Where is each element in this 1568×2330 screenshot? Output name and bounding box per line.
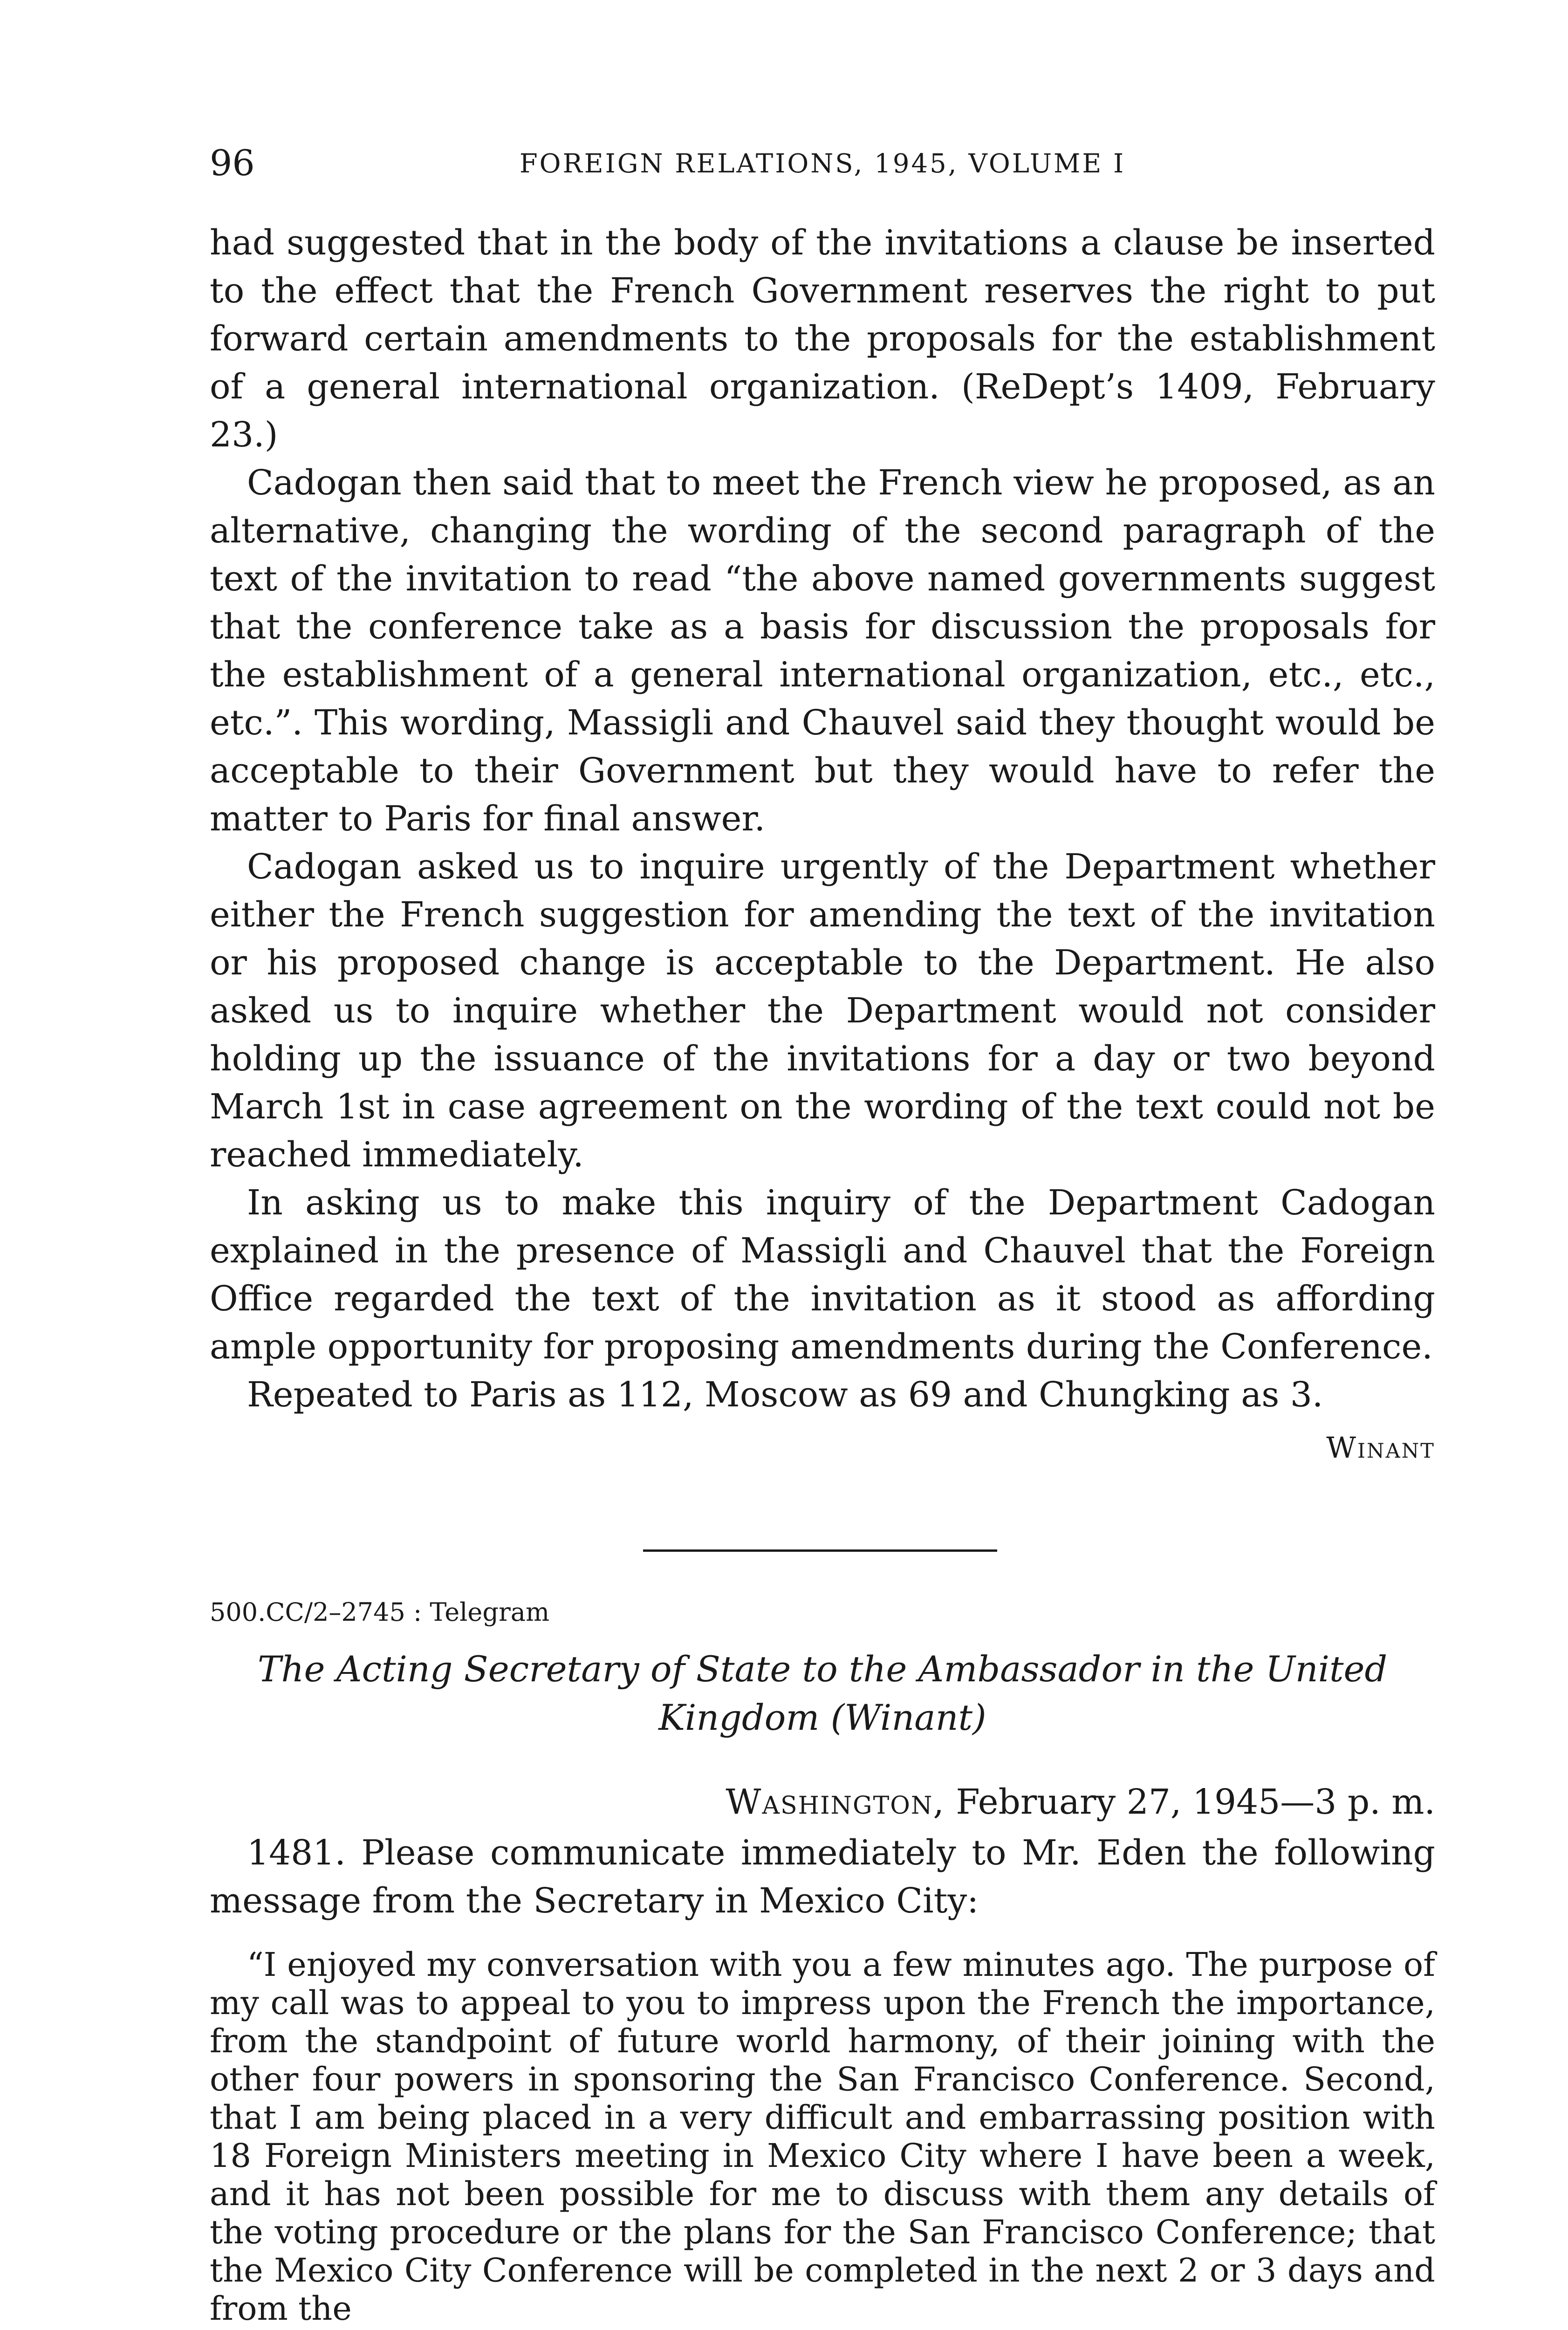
- file-reference: 500.CC/2–2745 : Telegram: [210, 1597, 550, 1627]
- dateline-date: February 27, 1945—3 p. m.: [945, 1782, 1435, 1822]
- telegram-title: The Acting Secretary of State to the Ambassador in the United Kingdom (Winant): [257, 1648, 1388, 1738]
- dateline-place: Washington,: [726, 1782, 945, 1822]
- body-text: [210, 219, 1435, 1472]
- paragraph-repeated-to: Repeated to Paris as 112, Moscow as 69 and Chungking as 3.: [247, 1375, 1323, 1415]
- paragraph-continuation: had suggested that in the body of the invitations a clause be inserted to the effect that the French Government reserves the right to put forward certain amendments to the proposals for the establishment of a general international organization. (ReDept’s 1409, February 23.): [210, 223, 1435, 455]
- paragraph: Cadogan then said that to meet the French view he proposed, as an alternative, changing the wording of the second paragraph of the text of the invitation to read “the above named governments suggest that the conference take as a basis for discussion the proposals for the establishment of a general international organization, etc., etc., etc.”. This wording, Massigli and Chauvel said they thought would be acceptable to their Government but they would have to refer the matter to Paris for final answer.: [210, 463, 1435, 839]
- paragraph: Cadogan asked us to inquire urgently of the Department whether either the French suggestion for amending the text of the invitation or his proposed change is acceptable to the Department. He also asked us to inquire whether the Department would not consider holding up the issuance of the invitations for a day or two beyond March 1st in case agreement on the wording of the text could not be reached immediately.: [210, 847, 1435, 1175]
- section-divider: [643, 1549, 997, 1552]
- page-header: [210, 140, 1435, 196]
- signature: Winant: [1326, 1431, 1435, 1465]
- paragraph: In asking us to make this inquiry of the Department Cadogan explained in the presence of Massigli and Chauvel that the Foreign Office regarded the text of the invitation as it stood as affording ample opportunity for proposing amendments during the Conference.: [210, 1183, 1435, 1367]
- quoted-message: “I enjoyed my conversation with you a few minutes ago. The purpose of my call was to appeal to you to impress upon the French the importance, from the standpoint of future world harmony, of their joining with the other four powers in sponsoring the San Francisco Conference. Second, that I am being placed in a very difficult and embarrassing position with 18 Foreign Ministers meeting in Mexico City where I have been a week, and it has not been possible for me to discuss with them any details of the voting procedure or the plans for the San Francisco Conference; that the Mexico City Conference will be completed in the next 2 or 3 days and from the: [210, 1946, 1435, 2328]
- dateline: [210, 1778, 1435, 1826]
- telegram-intro: 1481. Please communicate immediately to Mr. Eden the following message from the Secretary in Mexico City:: [210, 1833, 1435, 1921]
- running-title: FOREIGN RELATIONS, 1945, VOLUME I: [519, 149, 1126, 179]
- page-number: 96: [210, 142, 255, 184]
